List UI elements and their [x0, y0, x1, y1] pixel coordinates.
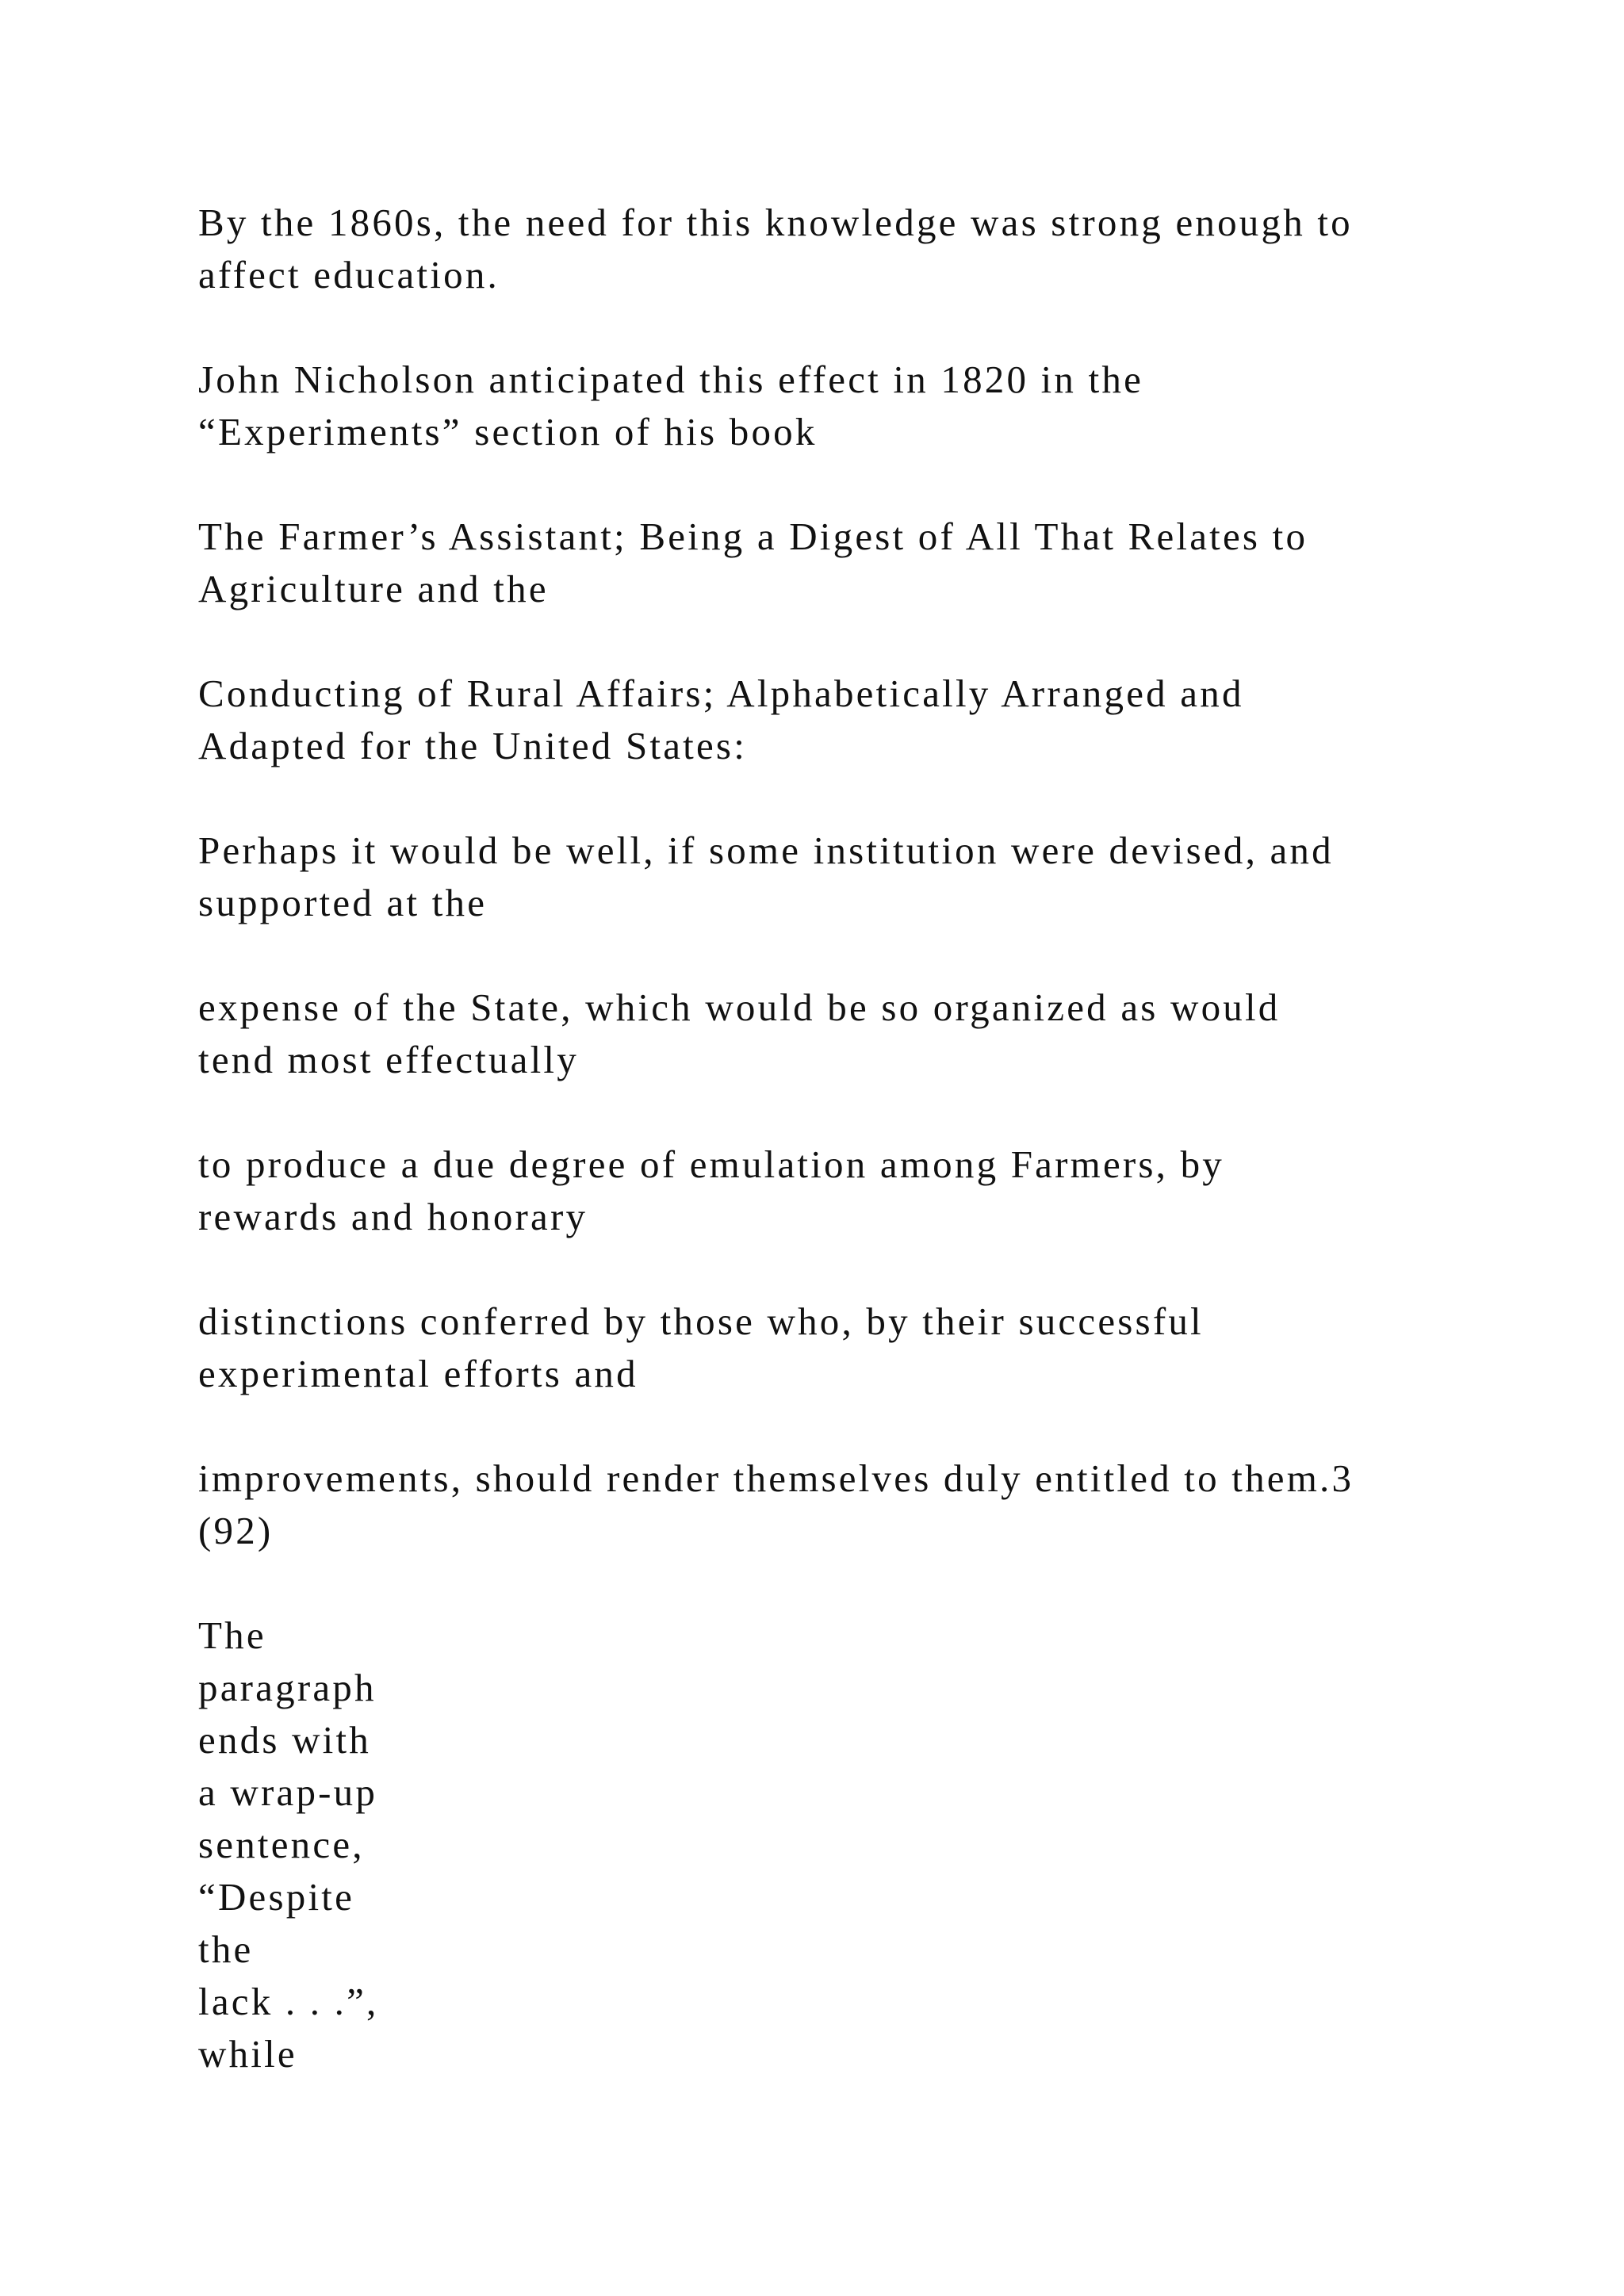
paragraph-nicholson-intro	[198, 354, 1467, 458]
text-line: rewards and honorary	[198, 1195, 588, 1238]
text-line: (92)	[198, 1509, 274, 1552]
text-line: affect education.	[198, 253, 500, 297]
paragraph-1860s-education	[198, 197, 1467, 301]
text-line: the	[198, 1927, 254, 1971]
text-line: sentence,	[198, 1823, 365, 1866]
text-line: “Despite	[198, 1875, 355, 1919]
paragraph-narrow-column	[198, 1609, 1467, 2080]
text-line: tend most effectually	[198, 1038, 579, 1081]
paragraph-book-title-part1	[198, 511, 1467, 615]
text-line: expense of the State, which would be so organized as would	[198, 985, 1281, 1029]
text-line: Perhaps it would be well, if some institution were devised, and	[198, 828, 1334, 872]
text-line: improvements, should render themselves duly entitled to them.3	[198, 1456, 1354, 1500]
text-line: while	[198, 2032, 297, 2076]
text-line: to produce a due degree of emulation among Farmers, by	[198, 1142, 1224, 1186]
text-line: supported at the	[198, 881, 488, 924]
text-line: lack . . .”,	[198, 1980, 379, 2023]
paragraph-quote-1	[198, 825, 1467, 929]
text-line: distinctions conferred by those who, by their successful	[198, 1299, 1204, 1343]
text-line: Adapted for the United States:	[198, 724, 748, 767]
text-line: By the 1860s, the need for this knowledge was strong enough to	[198, 201, 1353, 244]
paragraph-quote-3	[198, 1138, 1467, 1243]
text-line: The	[198, 1613, 266, 1657]
text-line: “Experiments” section of his book	[198, 410, 818, 453]
text-line: The Farmer’s Assistant; Being a Digest of All That Relates to	[198, 515, 1308, 558]
paragraph-quote-4	[198, 1295, 1467, 1400]
text-line: Agriculture and the	[198, 567, 549, 610]
text-line: paragraph	[198, 1666, 377, 1709]
paragraph-quote-5	[198, 1452, 1467, 1557]
paragraph-book-title-part2	[198, 668, 1467, 772]
text-line: Conducting of Rural Affairs; Alphabetically Arranged and	[198, 672, 1244, 715]
text-line: ends with	[198, 1718, 371, 1762]
text-line: a wrap-up	[198, 1770, 378, 1814]
paragraph-quote-2	[198, 982, 1467, 1086]
text-line: John Nicholson anticipated this effect in 1820 in the	[198, 358, 1144, 401]
document-body	[198, 197, 1467, 2133]
text-line: experimental efforts and	[198, 1352, 638, 1395]
